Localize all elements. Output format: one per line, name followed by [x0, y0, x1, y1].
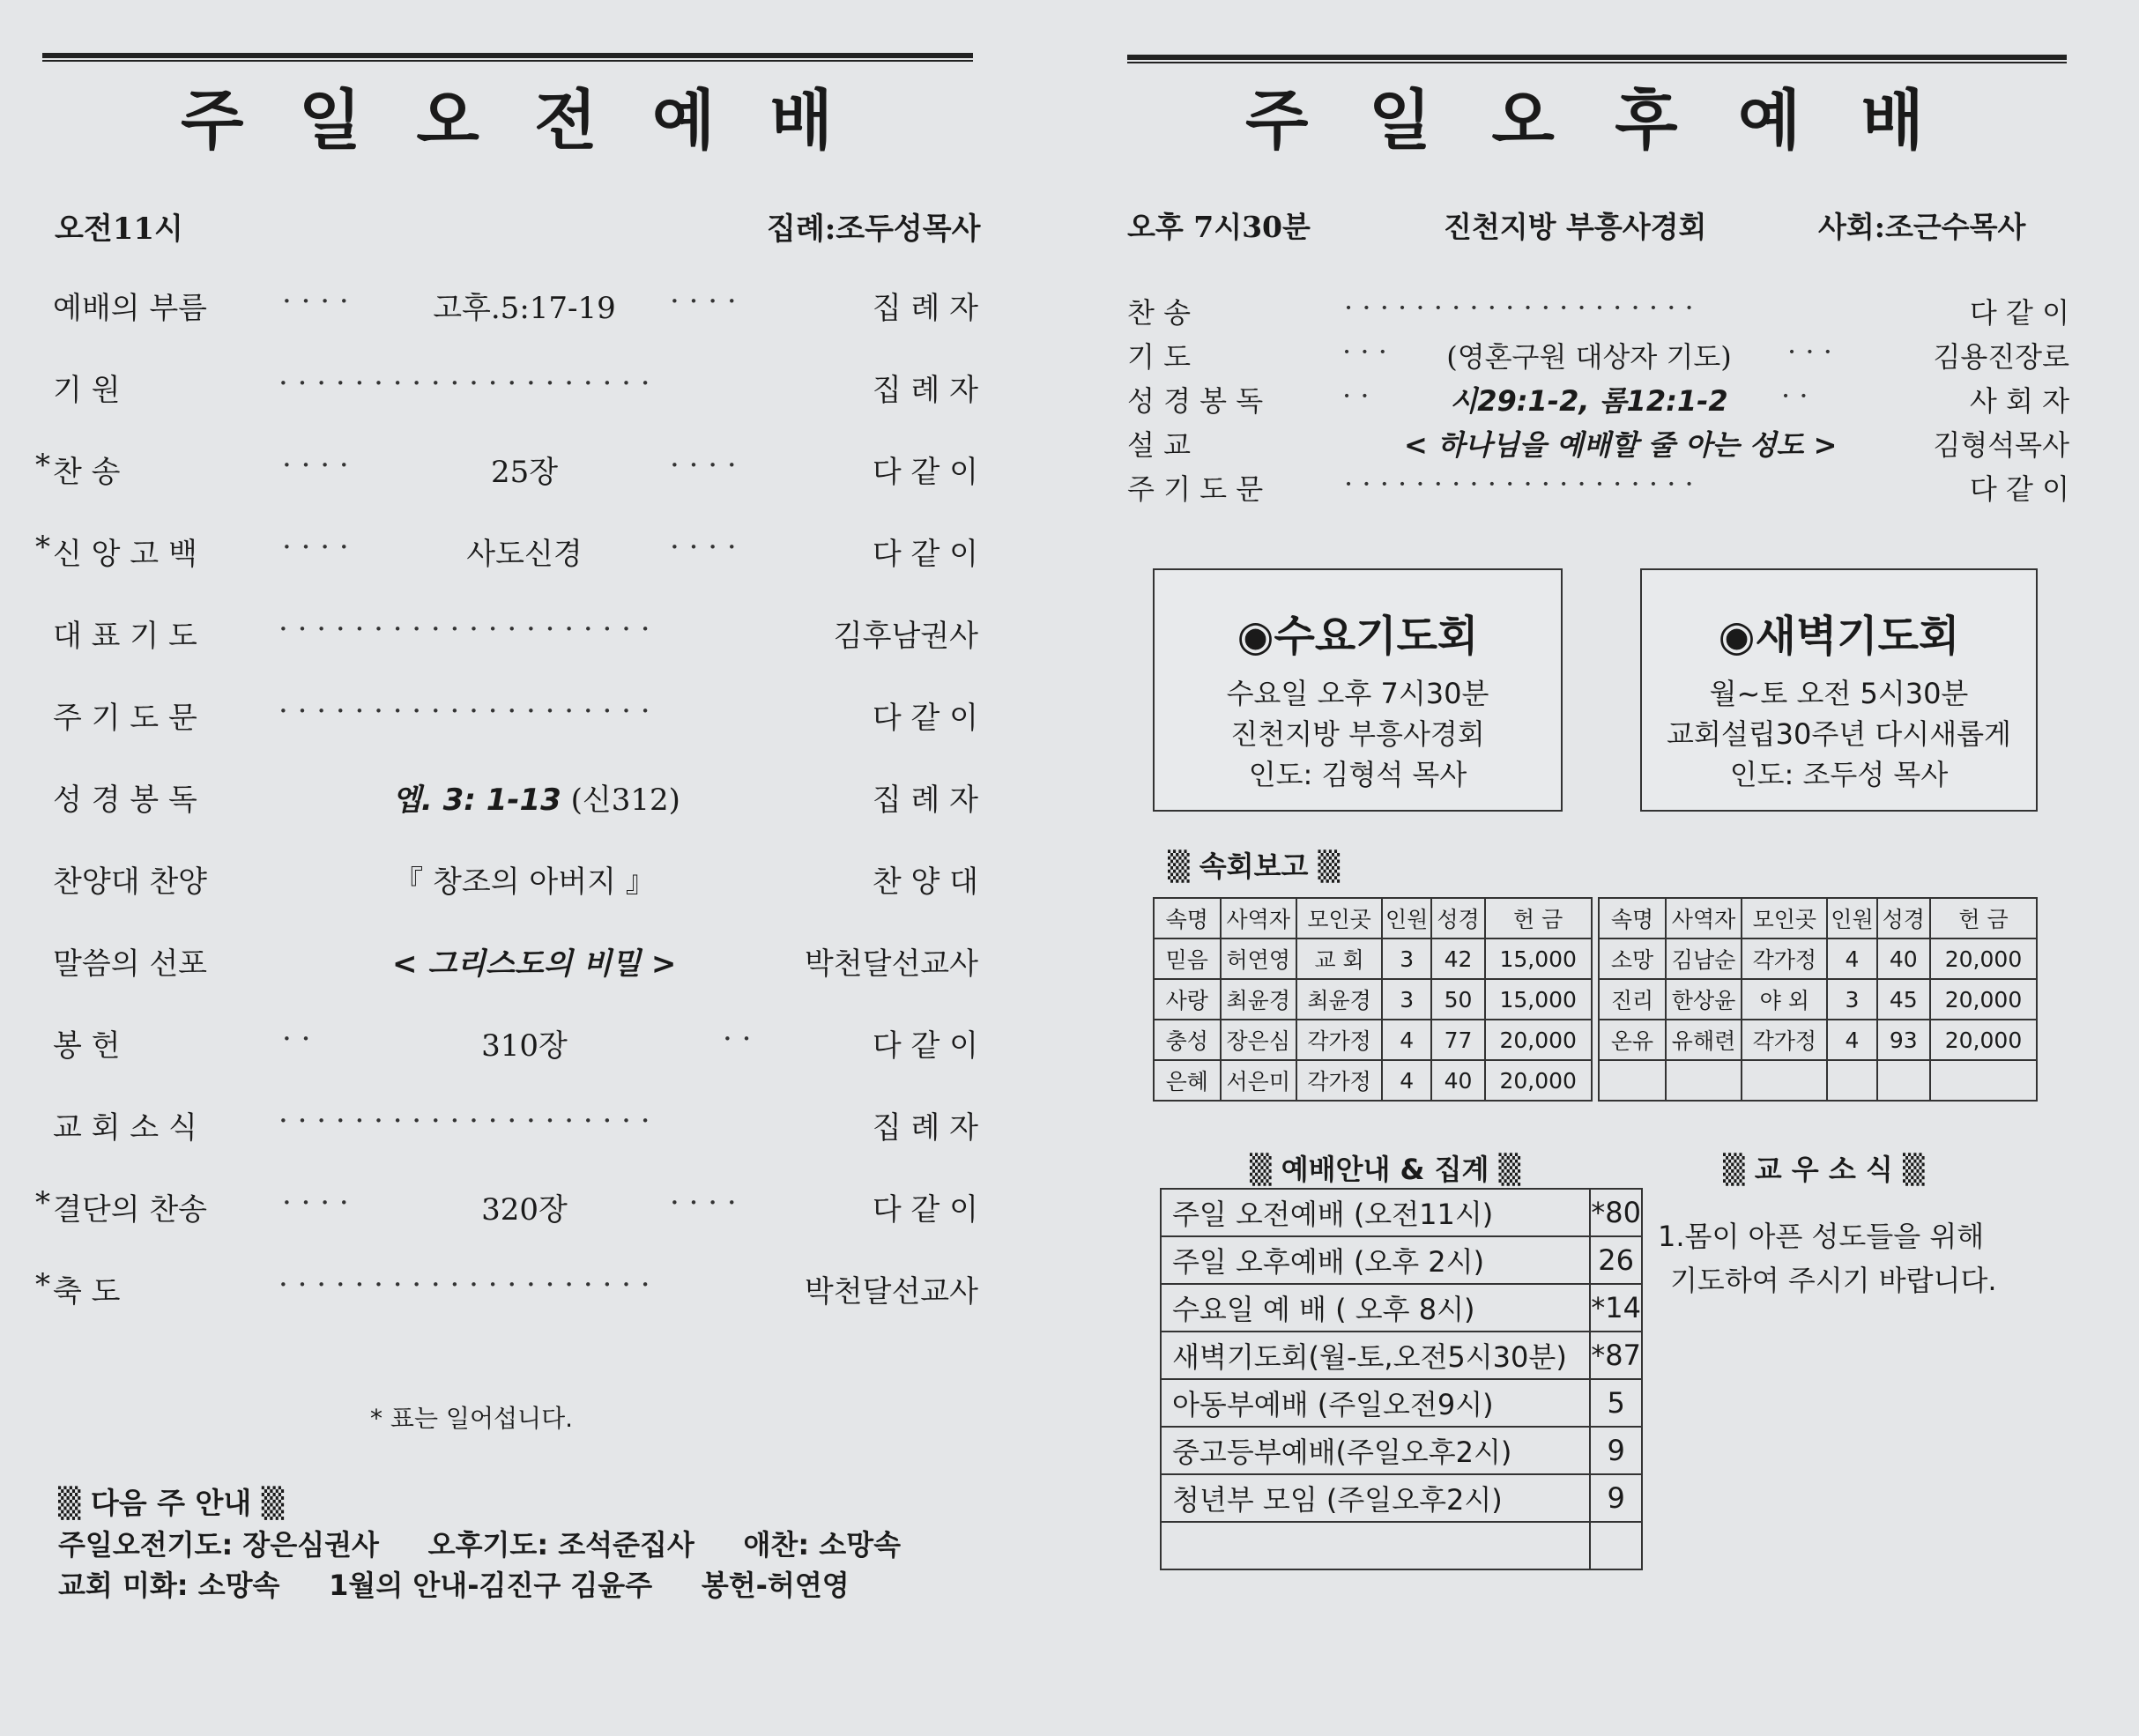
item-person: 김용진장로	[1933, 340, 2069, 374]
item-detail: 320장	[481, 1192, 568, 1228]
service-leader: 사회:조근수목사	[1818, 210, 2026, 244]
title-rule	[42, 53, 973, 62]
item-person: 다 같 이	[872, 701, 978, 736]
column-header: 모인곳	[1742, 898, 1827, 938]
service-name: 새벽기도회(월-토,오전5시30분)	[1161, 1332, 1590, 1379]
order-item	[0, 1267, 1069, 1320]
table-row	[1161, 1427, 1642, 1474]
item-detail: < 하나님을 예배할 줄 아는 성도 >	[1404, 428, 1838, 462]
item-person: 찬 양 대	[872, 864, 978, 900]
order-item	[0, 612, 1069, 664]
table-cell: 소망	[1599, 938, 1666, 979]
item-person: 다 같 이	[872, 1192, 978, 1228]
box-line: 월~토 오전 5시30분	[1709, 677, 1969, 710]
item-detail: 25장	[490, 455, 559, 490]
table-row	[1161, 1236, 1642, 1284]
standing-mark: *	[35, 1185, 50, 1220]
order-item	[0, 857, 1069, 910]
table-cell: 은혜	[1154, 1060, 1221, 1101]
table-cell: 3	[1382, 938, 1431, 979]
box-line: 수요일 오후 7시30분	[1226, 677, 1489, 710]
table-cell: 4	[1382, 1060, 1431, 1101]
leader-dots: · ·	[1342, 379, 1370, 412]
leader-dots: · · · ·	[670, 284, 737, 319]
item-person: 박천달선교사	[804, 1274, 978, 1309]
table-row	[1154, 1060, 2037, 1101]
item-label: 설 교	[1127, 428, 1191, 462]
table-cell	[1666, 1060, 1742, 1101]
table-cell: 믿음	[1154, 938, 1221, 979]
item-label: 성 경 봉 독	[1127, 384, 1264, 418]
table-cell: 77	[1431, 1020, 1484, 1060]
item-label: 주 기 도 문	[1127, 472, 1264, 506]
attendance-count: *87	[1590, 1332, 1642, 1379]
table-cell	[1827, 1060, 1876, 1101]
item-person: 다 같 이	[872, 537, 978, 572]
table-row	[1154, 979, 2037, 1020]
column-header: 헌 금	[1930, 898, 2037, 938]
table-cell: 20,000	[1485, 1060, 1592, 1101]
table-cell: 각가정	[1742, 1020, 1827, 1060]
table-cell: 각가정	[1742, 938, 1827, 979]
table-row	[1161, 1379, 1642, 1427]
leader-dots: · · · ·	[670, 530, 737, 565]
item-label: 주 기 도 문	[53, 701, 197, 736]
leader-dots: · · · ·	[670, 448, 737, 483]
leader-dots: · · · ·	[670, 1185, 737, 1220]
table-cell: 4	[1827, 1020, 1876, 1060]
item-person: 다 같 이	[872, 1028, 978, 1064]
news-heading: ▒ 교 우 소 식 ▒	[1723, 1153, 1925, 1186]
evening-service-page	[1069, 0, 2138, 1736]
table-cell: 4	[1382, 1020, 1431, 1060]
item-person: 집 례 자	[872, 783, 978, 818]
standing-note: * 표는 일어섭니다.	[370, 1404, 574, 1433]
attendance-count	[1590, 1522, 1642, 1569]
table-cell: 충성	[1154, 1020, 1221, 1060]
cell-report-heading: ▒ 속회보고 ▒	[1168, 849, 1341, 883]
item-person: 박천달선교사	[804, 946, 978, 982]
order-item	[0, 1021, 1069, 1074]
leader-dots: · · ·	[1787, 335, 1832, 368]
box-line: 교회설립30주년 다시새롭게	[1667, 717, 2011, 751]
table-cell: 장은심	[1221, 1020, 1296, 1060]
table-cell: 최윤경	[1221, 979, 1296, 1020]
column-header: 성경	[1877, 898, 1930, 938]
attendance-count: 9	[1590, 1474, 1642, 1522]
order-item	[0, 939, 1069, 992]
item-label: 축 도	[53, 1274, 121, 1309]
item-label: 기 원	[53, 373, 121, 408]
column-header: 속명	[1154, 898, 1221, 938]
dawn-prayer-box	[1640, 568, 2038, 812]
table-cell: 40	[1431, 1060, 1484, 1101]
item-detail: 시29:1-2, 롬12:1-2	[1450, 384, 1728, 418]
news-line-2: 기도하여 주시기 바랍니다.	[1670, 1264, 1997, 1297]
title-rule	[1127, 55, 2067, 63]
service-name: 주일 오전예배 (오전11시)	[1161, 1189, 1590, 1236]
order-item	[0, 530, 1069, 582]
leader-dots: · ·	[282, 1021, 311, 1057]
order-item	[0, 1103, 1069, 1156]
table-cell: 김남순	[1666, 938, 1742, 979]
service-name: 주일 오후예배 (오후 2시)	[1161, 1236, 1590, 1284]
item-person: 집 례 자	[872, 1110, 978, 1146]
item-label: 찬양대 찬양	[53, 864, 208, 900]
table-row	[1161, 1522, 1642, 1569]
column-header: 인원	[1827, 898, 1876, 938]
table-cell: 20,000	[1485, 1020, 1592, 1060]
order-item	[1069, 467, 2138, 520]
column-header: 성경	[1431, 898, 1484, 938]
leader-dots: · · · · · · · · · · · · · · · · · · · ·	[279, 366, 650, 401]
table-cell: 15,000	[1485, 938, 1592, 979]
table-row	[1161, 1284, 1642, 1332]
leader-dots: · · · ·	[282, 530, 349, 565]
standing-mark: *	[35, 448, 50, 483]
item-person: 집 례 자	[872, 373, 978, 408]
item-label: 찬 송	[53, 455, 121, 490]
attendance-count: *80	[1590, 1189, 1642, 1236]
column-header: 속명	[1599, 898, 1666, 938]
table-cell: 20,000	[1930, 1020, 2037, 1060]
item-person: 김후남권사	[833, 619, 978, 654]
morning-service-page	[0, 0, 1069, 1736]
item-label: 결단의 찬송	[53, 1192, 208, 1228]
order-item	[0, 775, 1069, 828]
column-header: 모인곳	[1296, 898, 1382, 938]
item-detail: 사도신경	[466, 537, 583, 572]
item-detail: 고후.5:17-19	[433, 291, 616, 326]
box-title: ◉수요기도회	[1237, 612, 1479, 661]
table-cell: 40	[1877, 938, 1930, 979]
leader-dots: · · · · · · · · · · · · · · · · · · · ·	[1344, 291, 1694, 324]
page-title: 주 일 오 전 예 배	[181, 83, 833, 159]
item-detail: (영혼구원 대상자 기도)	[1446, 340, 1732, 374]
cell-report-table	[1153, 897, 2038, 1102]
attendance-count: 5	[1590, 1379, 1642, 1427]
order-item	[0, 1185, 1069, 1238]
table-cell: 4	[1827, 938, 1876, 979]
order-item	[0, 284, 1069, 337]
leader-dots: · ·	[723, 1021, 752, 1057]
leader-dots: · · · · · · · · · · · · · · · · · · · ·	[279, 1103, 650, 1139]
item-person: 집 례 자	[872, 291, 978, 326]
item-label: 대 표 기 도	[53, 619, 197, 654]
service-time: 오전11시	[55, 211, 183, 247]
leader-dots: · · · · · · · · · · · · · · · · · · · ·	[279, 694, 650, 729]
item-label: 찬 송	[1127, 296, 1191, 330]
table-cell: 각가정	[1296, 1020, 1382, 1060]
table-cell: 야 외	[1742, 979, 1827, 1020]
table-cell: 사랑	[1154, 979, 1221, 1020]
leader-dots: · · ·	[1342, 335, 1387, 368]
item-detail: 엡. 3: 1-13	[392, 783, 561, 818]
service-name	[1161, 1522, 1590, 1569]
item-detail-sub: (신312)	[570, 783, 680, 818]
table-cell: 42	[1431, 938, 1484, 979]
item-detail: < 그리스도의 비밀 >	[392, 946, 677, 982]
item-person: 김형석목사	[1933, 428, 2069, 462]
table-cell: 20,000	[1930, 979, 2037, 1020]
leader-dots: · · · · · · · · · · · · · · · · · · · ·	[279, 1267, 650, 1302]
table-cell: 최윤경	[1296, 979, 1382, 1020]
table-cell: 15,000	[1485, 979, 1592, 1020]
table-row	[1161, 1474, 1642, 1522]
leader-dots: · · · · · · · · · · · · · · · · · · · ·	[279, 612, 650, 647]
leader-dots: · · · · · · · · · · · · · · · · · · · ·	[1344, 467, 1694, 501]
item-person: 사 회 자	[1969, 384, 2069, 418]
box-title: ◉새벽기도회	[1718, 612, 1960, 661]
item-label: 예배의 부름	[53, 291, 208, 326]
item-detail: 310장	[481, 1028, 568, 1064]
standing-mark: *	[35, 1267, 50, 1302]
service-event: 진천지방 부흥사경회	[1444, 210, 1707, 244]
service-name: 아동부예배 (주일오전9시)	[1161, 1379, 1590, 1427]
box-line: 인도: 김형석 목사	[1248, 758, 1467, 791]
order-item	[0, 366, 1069, 419]
next-week-line-2: 교회 미화: 소망속 1월의 안내-김진구 김윤주 봉헌-허연영	[58, 1569, 850, 1602]
table-cell: 교 회	[1296, 938, 1382, 979]
table-row	[1161, 1189, 1642, 1236]
leader-dots: · ·	[1781, 379, 1808, 412]
table-cell: 3	[1382, 979, 1431, 1020]
table-row	[1154, 938, 2037, 979]
news-line-1: 1.몸이 아픈 성도들을 위해	[1658, 1220, 1985, 1253]
column-header: 사역자	[1666, 898, 1742, 938]
table-cell: 허연영	[1221, 938, 1296, 979]
table-cell: 50	[1431, 979, 1484, 1020]
table-cell: 각가정	[1296, 1060, 1382, 1101]
table-cell: 45	[1877, 979, 1930, 1020]
item-label: 성 경 봉 독	[53, 783, 197, 818]
services-heading: ▒ 예배안내 & 집계 ▒	[1250, 1153, 1521, 1186]
table-cell: 20,000	[1930, 938, 2037, 979]
table-cell: 한상윤	[1666, 979, 1742, 1020]
leader-dots: · · · ·	[282, 284, 349, 319]
table-cell: 3	[1827, 979, 1876, 1020]
order-item	[0, 694, 1069, 746]
service-name: 수요일 예 배 ( 오후 8시)	[1161, 1284, 1590, 1332]
service-name: 청년부 모임 (주일오후2시)	[1161, 1474, 1590, 1522]
page-title: 주 일 오 후 예 배	[1245, 83, 1924, 159]
leader-dots: · · · ·	[282, 448, 349, 483]
attendance-count: 26	[1590, 1236, 1642, 1284]
table-cell: 온유	[1599, 1020, 1666, 1060]
table-cell: 진리	[1599, 979, 1666, 1020]
column-header: 헌 금	[1485, 898, 1592, 938]
table-cell	[1930, 1060, 2037, 1101]
attendance-table	[1160, 1188, 1643, 1570]
table-cell	[1877, 1060, 1930, 1101]
column-header: 사역자	[1221, 898, 1296, 938]
item-person: 다 같 이	[1969, 472, 2069, 506]
item-label: 기 도	[1127, 340, 1191, 374]
table-row	[1154, 1020, 2037, 1060]
item-label: 말씀의 선포	[53, 946, 208, 982]
next-week-heading: ▒ 다음 주 안내 ▒	[58, 1486, 285, 1520]
service-time: 오후 7시30분	[1127, 210, 1311, 244]
service-name: 중고등부예배(주일오후2시)	[1161, 1427, 1590, 1474]
box-line: 인도: 조두성 목사	[1729, 758, 1949, 791]
item-person: 다 같 이	[872, 455, 978, 490]
leader-dots: · · · ·	[282, 1185, 349, 1220]
attendance-count: 9	[1590, 1427, 1642, 1474]
column-header: 인원	[1382, 898, 1431, 938]
table-header-row	[1154, 898, 2037, 938]
table-cell: 93	[1877, 1020, 1930, 1060]
box-line: 진천지방 부흥사경회	[1230, 717, 1485, 751]
standing-mark: *	[35, 530, 50, 565]
table-cell: 서은미	[1221, 1060, 1296, 1101]
service-leader: 집례:조두성목사	[767, 211, 981, 247]
attendance-count: *14	[1590, 1284, 1642, 1332]
item-label: 신 앙 고 백	[53, 537, 197, 572]
table-cell: 유해련	[1666, 1020, 1742, 1060]
item-label: 봉 헌	[53, 1028, 121, 1064]
item-label: 교 회 소 식	[53, 1110, 197, 1146]
table-cell	[1599, 1060, 1666, 1101]
table-row	[1161, 1332, 1642, 1379]
item-person: 다 같 이	[1969, 296, 2069, 330]
table-cell	[1742, 1060, 1827, 1101]
wednesday-prayer-box	[1153, 568, 1563, 812]
item-detail: 『 창조의 아버지 』	[393, 864, 656, 900]
next-week-line-1: 주일오전기도: 장은심권사 오후기도: 조석준집사 애찬: 소망속	[58, 1528, 902, 1562]
order-item	[0, 448, 1069, 501]
